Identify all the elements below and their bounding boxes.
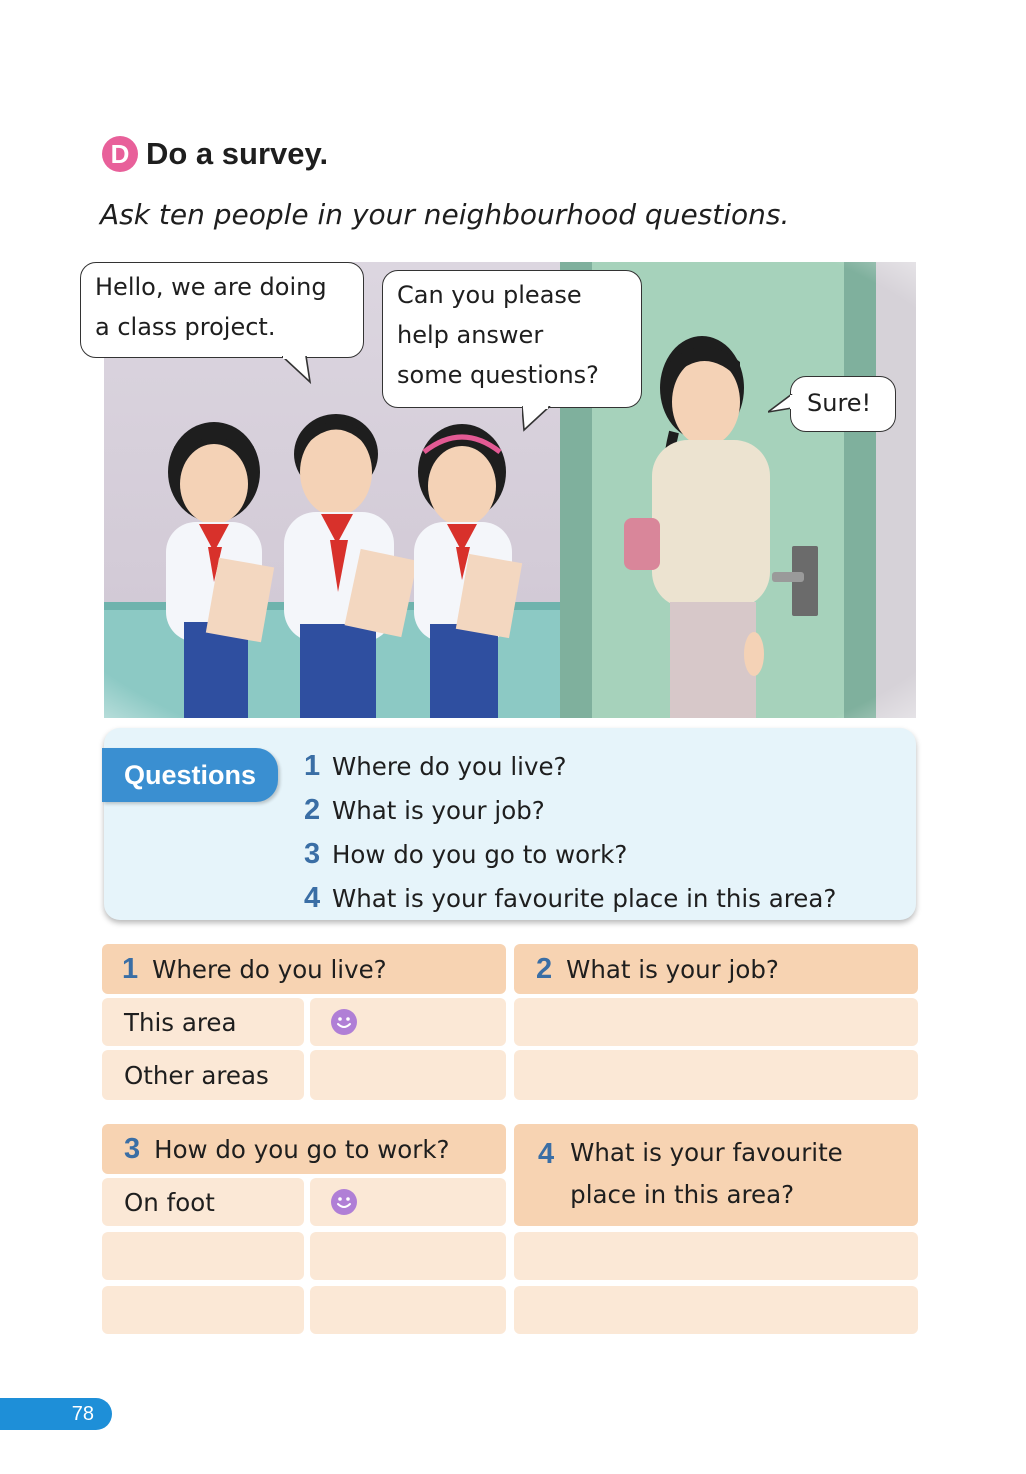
instruction-text: Ask ten people in your neighbourhood questions.	[100, 198, 790, 231]
survey-q2-title: What is your job?	[566, 954, 779, 984]
question-item	[304, 876, 836, 920]
bubble-1-tail	[282, 356, 312, 384]
survey-q2-header	[514, 944, 918, 994]
survey-q4-header	[514, 1124, 918, 1226]
questions-label: Questions	[102, 748, 278, 802]
survey-q1-row-1-text: This area	[124, 1007, 237, 1037]
survey-illustration	[95, 262, 916, 718]
survey-q3-title: How do you go to work?	[154, 1134, 450, 1164]
smiley-icon	[330, 1008, 358, 1036]
survey-q3-row-3-label[interactable]	[102, 1286, 304, 1334]
page-number: 78	[0, 1398, 112, 1430]
bubble-2-tail	[522, 406, 554, 432]
section-title: Do a survey.	[146, 136, 329, 171]
survey-q4-title-line-2: place in this area?	[570, 1180, 795, 1209]
survey-q3-row-1-tally[interactable]	[310, 1178, 506, 1226]
survey-q1-title: Where do you live?	[152, 954, 387, 984]
survey-q3-row-2-label[interactable]	[102, 1232, 304, 1280]
bubble-1-line-1: Hello, we are doing	[95, 273, 327, 301]
survey-q1-row-1-label	[102, 998, 304, 1046]
speech-bubble-2	[382, 270, 642, 408]
survey-q2-answer-row[interactable]	[514, 998, 918, 1046]
survey-q3-row-2-tally[interactable]	[310, 1232, 506, 1280]
question-number: 2	[304, 793, 321, 826]
survey-q1-header	[102, 944, 506, 994]
question-item	[304, 744, 836, 788]
bubble-2-line-3: some questions?	[397, 361, 599, 389]
section-heading	[102, 136, 328, 172]
survey-q4-number: 4	[538, 1138, 555, 1170]
survey-q3-row-3-tally[interactable]	[310, 1286, 506, 1334]
survey-q2-answer-row[interactable]	[514, 1050, 918, 1100]
survey-q1-row-2-tally[interactable]	[310, 1050, 506, 1100]
survey-q2-number: 2	[536, 952, 553, 985]
smiley-icon	[330, 1188, 358, 1216]
speech-bubble-1	[80, 262, 364, 358]
question-text: How do you go to work?	[332, 839, 628, 869]
bubble-1-line-2: a class project.	[95, 313, 276, 341]
survey-q4-answer-row[interactable]	[514, 1286, 918, 1334]
survey-q1-row-1-tally[interactable]	[310, 998, 506, 1046]
question-item	[304, 832, 836, 876]
bubble-2-line-1: Can you please	[397, 281, 582, 309]
bubble-3-tail	[768, 394, 794, 418]
survey-q3-row-1-text: On foot	[124, 1187, 215, 1217]
survey-q4-answer-row[interactable]	[514, 1232, 918, 1280]
section-letter-badge: D	[102, 136, 138, 172]
question-text: What is your favourite place in this area?	[332, 883, 837, 913]
question-number: 1	[304, 749, 321, 782]
question-number: 4	[304, 881, 321, 914]
question-number: 3	[304, 837, 321, 870]
bubble-2-line-2: help answer	[397, 321, 544, 349]
question-text: Where do you live?	[332, 751, 567, 781]
speech-bubble-3	[790, 376, 896, 432]
survey-q3-header	[102, 1124, 506, 1174]
bubble-3-line-1: Sure!	[807, 389, 872, 417]
survey-q1-row-2-label	[102, 1050, 304, 1100]
survey-q4-title-line-1: What is your favourite	[570, 1138, 843, 1167]
question-text: What is your job?	[332, 795, 545, 825]
question-item	[304, 788, 836, 832]
survey-q1-row-2-text: Other areas	[124, 1060, 269, 1090]
questions-list	[304, 744, 836, 920]
survey-q1-number: 1	[122, 952, 139, 985]
survey-q3-row-1-label	[102, 1178, 304, 1226]
survey-q3-number: 3	[124, 1132, 141, 1165]
